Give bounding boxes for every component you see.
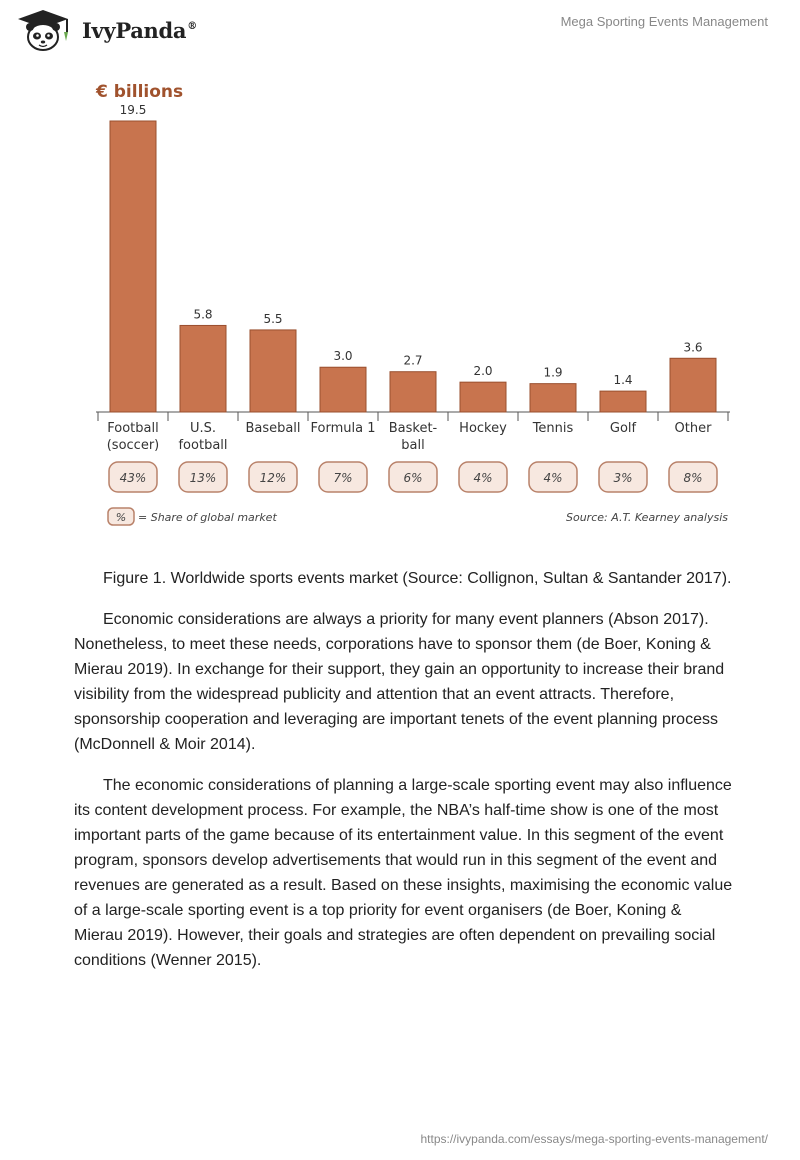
paragraph: The economic considerations of planning a large-scale sporting event may also influence its content development process. For example, the NBA’s half-time show is one of the most important parts of the game because of its entertainment value. In this segment of the event program, sponsors develop advertisements that would run in this segment of the event and revenues are generated as a result. Based on these insights, maximising the economic value of a large-scale sporting event is a top priority for event organisers (de Boer, Koning & Mierau 2019). However, their goals and strategies are often dependent on prevailing social conditions (Wenner 2015). bbox=[74, 777, 733, 969]
bar-value-label: 19.5 bbox=[119, 103, 147, 117]
share-label: 6% bbox=[403, 471, 423, 485]
share-label: 4% bbox=[473, 471, 493, 485]
brand-name: IvyPanda® bbox=[82, 17, 197, 43]
bar-value-label: 3.6 bbox=[683, 340, 703, 355]
bar-value-label: 1.4 bbox=[613, 373, 633, 388]
category-label: football bbox=[178, 438, 228, 453]
category-label: ball bbox=[401, 438, 425, 453]
bar bbox=[390, 372, 436, 412]
category-label: Basket- bbox=[388, 421, 438, 436]
chart-source-note: Source: A.T. Kearney analysis bbox=[566, 511, 728, 524]
category-label: Hockey bbox=[459, 421, 507, 436]
source-url[interactable]: https://ivypanda.com/essays/mega-sporting-events-management/ bbox=[420, 1132, 768, 1146]
share-label: 13% bbox=[189, 471, 217, 485]
category-label: Football bbox=[107, 421, 159, 436]
share-label: 3% bbox=[613, 471, 633, 485]
essay-body bbox=[74, 566, 734, 989]
bar bbox=[460, 382, 506, 412]
market-bar-chart bbox=[86, 76, 746, 536]
bar-value-label: 2.7 bbox=[403, 353, 423, 368]
category-label: Tennis bbox=[532, 421, 574, 436]
ivypanda-logo[interactable] bbox=[14, 8, 197, 52]
share-label: 12% bbox=[259, 471, 287, 485]
share-label: 8% bbox=[683, 471, 703, 485]
bar bbox=[320, 367, 366, 412]
bar-value-label: 1.9 bbox=[543, 365, 563, 380]
bar bbox=[670, 358, 716, 412]
bar bbox=[600, 391, 646, 412]
legend-text: = Share of global market bbox=[138, 511, 277, 524]
category-label: U.S. bbox=[189, 421, 217, 436]
bar bbox=[180, 325, 226, 412]
bar-value-label: 2.0 bbox=[473, 364, 493, 379]
category-label: Golf bbox=[609, 421, 637, 436]
bar-value-label: 5.5 bbox=[263, 311, 283, 326]
bar-value-label: 5.8 bbox=[193, 307, 213, 322]
share-label: 43% bbox=[119, 471, 147, 485]
y-axis-unit-label: € billions bbox=[96, 82, 184, 102]
panda-icon bbox=[14, 8, 76, 52]
bar bbox=[530, 384, 576, 412]
share-label: 4% bbox=[543, 471, 563, 485]
figure-caption: Figure 1. Worldwide sports events market (Source: Collignon, Sultan & Santander 2017). bbox=[103, 570, 732, 587]
document-title: Mega Sporting Events Management bbox=[560, 14, 768, 29]
share-label: 7% bbox=[333, 471, 353, 485]
bar bbox=[250, 330, 296, 412]
category-label: (soccer) bbox=[106, 438, 160, 453]
category-label: Baseball bbox=[245, 421, 301, 436]
category-label: Formula 1 bbox=[310, 421, 376, 436]
legend-symbol: % bbox=[115, 511, 127, 524]
paragraph: Economic considerations are always a priority for many event planners (Abson 2017). Nonetheless, to meet these needs, corporations have to sponsor them (de Boer, Koning & Mierau 2019). In exchange for their support, they gain an opportunity to increase their brand visibility from the widespread publicity and attention that an event attracts. Therefore, sponsorship cooperation and leveraging are important tenets of the event planning process (McDonnell & Moir 2014). bbox=[74, 611, 725, 753]
bar bbox=[110, 121, 156, 412]
chart-svg bbox=[86, 76, 746, 536]
bar-value-label: 3.0 bbox=[333, 349, 353, 364]
category-label: Other bbox=[674, 421, 712, 436]
page-header bbox=[0, 0, 800, 60]
